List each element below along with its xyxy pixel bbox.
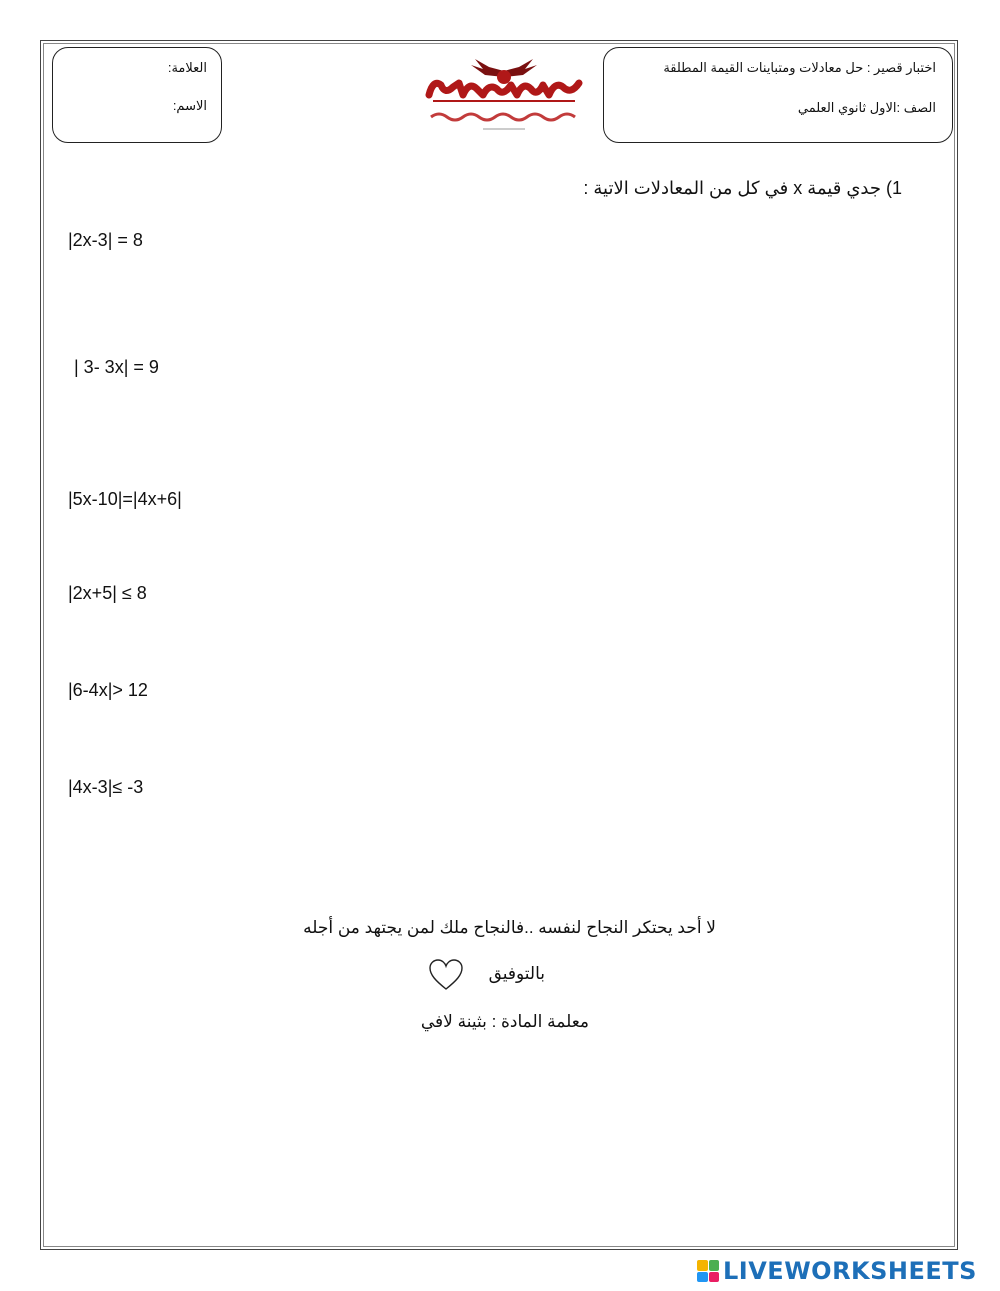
liveworksheets-logo-icon bbox=[697, 1260, 719, 1282]
page-border-inner bbox=[43, 43, 955, 1247]
equation-1: |2x-3| = 8 bbox=[68, 230, 143, 250]
question-title: 1) جدي قيمة x في كل من المعادلات الاتية : bbox=[583, 178, 902, 198]
equation-5: |6-4x|> 12 bbox=[68, 680, 148, 700]
equation-3: |5x-10|=|4x+6| bbox=[68, 489, 182, 509]
liveworksheets-brand bbox=[697, 1257, 977, 1285]
motivational-quote: لا أحد يحتكر النجاح لنفسه ..فالنجاح ملك لمن يجتهد من أجله bbox=[303, 918, 716, 937]
teacher-signature: معلمة المادة : بثينة لافي bbox=[420, 1012, 589, 1031]
equation-4: |2x+5| ≤ 8 bbox=[68, 583, 147, 603]
equation-2: | 3- 3x| = 9 bbox=[74, 357, 159, 377]
brand-name: LIVEWORKSHEETS bbox=[723, 1257, 977, 1285]
heart-icon bbox=[428, 958, 464, 992]
good-luck-text: بالتوفيق bbox=[488, 964, 545, 983]
grade-label: العلامة: bbox=[167, 60, 207, 75]
school-logo bbox=[423, 55, 585, 135]
name-label: الاسم: bbox=[172, 98, 207, 113]
quiz-info-box bbox=[603, 47, 953, 143]
equation-6: |4x-3|≤ -3 bbox=[68, 777, 144, 797]
student-info-box bbox=[52, 47, 222, 143]
class-label: الصف :الاول ثانوي العلمي bbox=[797, 100, 936, 115]
quiz-title: اختبار قصير : حل معادلات ومتباينات القيمة المطلقة bbox=[663, 60, 936, 75]
